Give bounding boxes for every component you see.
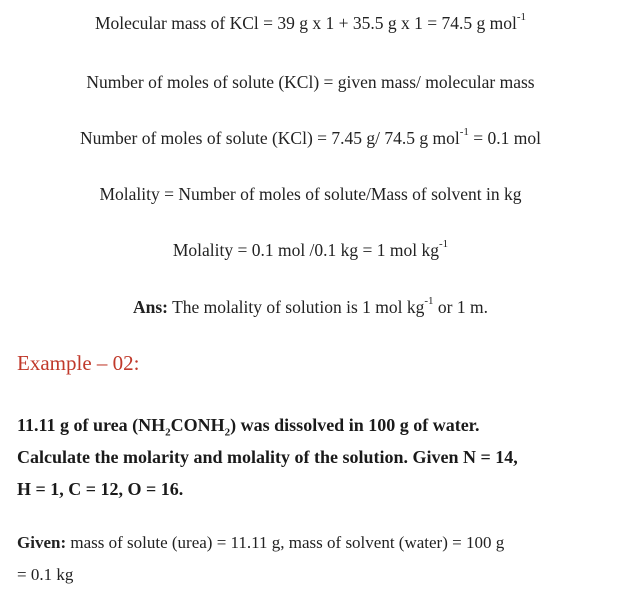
moles-calculation-line bbox=[0, 126, 621, 150]
given-text: mass of solute (urea) = 11.11 g, mass of solvent (water) = 100 g bbox=[66, 533, 505, 552]
moles-calculation-result: = 0.1 mol bbox=[468, 128, 542, 148]
question-part-3: ) was dissolved in 100 g of water. bbox=[230, 415, 480, 435]
moles-formula-line bbox=[0, 70, 621, 94]
molality-formula-text: Molality = Number of moles of solute/Mass of solvent in kg bbox=[99, 184, 522, 204]
molality-formula-line bbox=[0, 182, 621, 206]
molecular-mass-exponent: -1 bbox=[516, 11, 527, 24]
answer-text: The molality of solution is 1 mol kg bbox=[168, 297, 425, 317]
answer-exponent: -1 bbox=[424, 295, 434, 308]
given-line-1 bbox=[17, 527, 607, 559]
question-line-1 bbox=[17, 409, 607, 441]
moles-calculation-exponent: -1 bbox=[459, 126, 469, 139]
answer-label: Ans: bbox=[133, 297, 169, 317]
example-heading: Example – 02: bbox=[17, 351, 140, 375]
answer-line bbox=[0, 295, 621, 319]
question-line-3: H = 1, C = 12, O = 16. bbox=[17, 479, 184, 499]
moles-formula-text: Number of moles of solute (KCl) = given mass/ molecular mass bbox=[86, 72, 535, 92]
molality-calculation-line bbox=[0, 238, 621, 262]
answer-tail: or 1 m. bbox=[433, 297, 488, 317]
molality-calculation-exponent: -1 bbox=[439, 238, 449, 251]
moles-calculation-text: Number of moles of solute (KCl) = 7.45 g/ 74.5 g mol bbox=[79, 128, 460, 148]
question-part-1: 11.11 g of urea (NH bbox=[17, 415, 166, 435]
given-label: Given: bbox=[17, 533, 67, 552]
molecular-mass-text: Molecular mass of KCl = 39 g x 1 + 35.5 g x 1 = 74.5 g mol bbox=[94, 13, 517, 33]
given-block bbox=[17, 527, 607, 591]
question-part-2: CONH bbox=[170, 415, 225, 435]
molecular-mass-equation bbox=[0, 11, 621, 35]
question-subscript-2: 2 bbox=[224, 426, 231, 439]
molality-calculation-text: Molality = 0.1 mol /0.1 kg = 1 mol kg bbox=[172, 240, 440, 260]
question-line-2: Calculate the molarity and molality of the solution. Given N = 14, bbox=[17, 447, 518, 467]
given-line-2: = 0.1 kg bbox=[17, 565, 74, 584]
question-subscript-1: 2 bbox=[165, 426, 171, 439]
question-block bbox=[17, 409, 607, 505]
